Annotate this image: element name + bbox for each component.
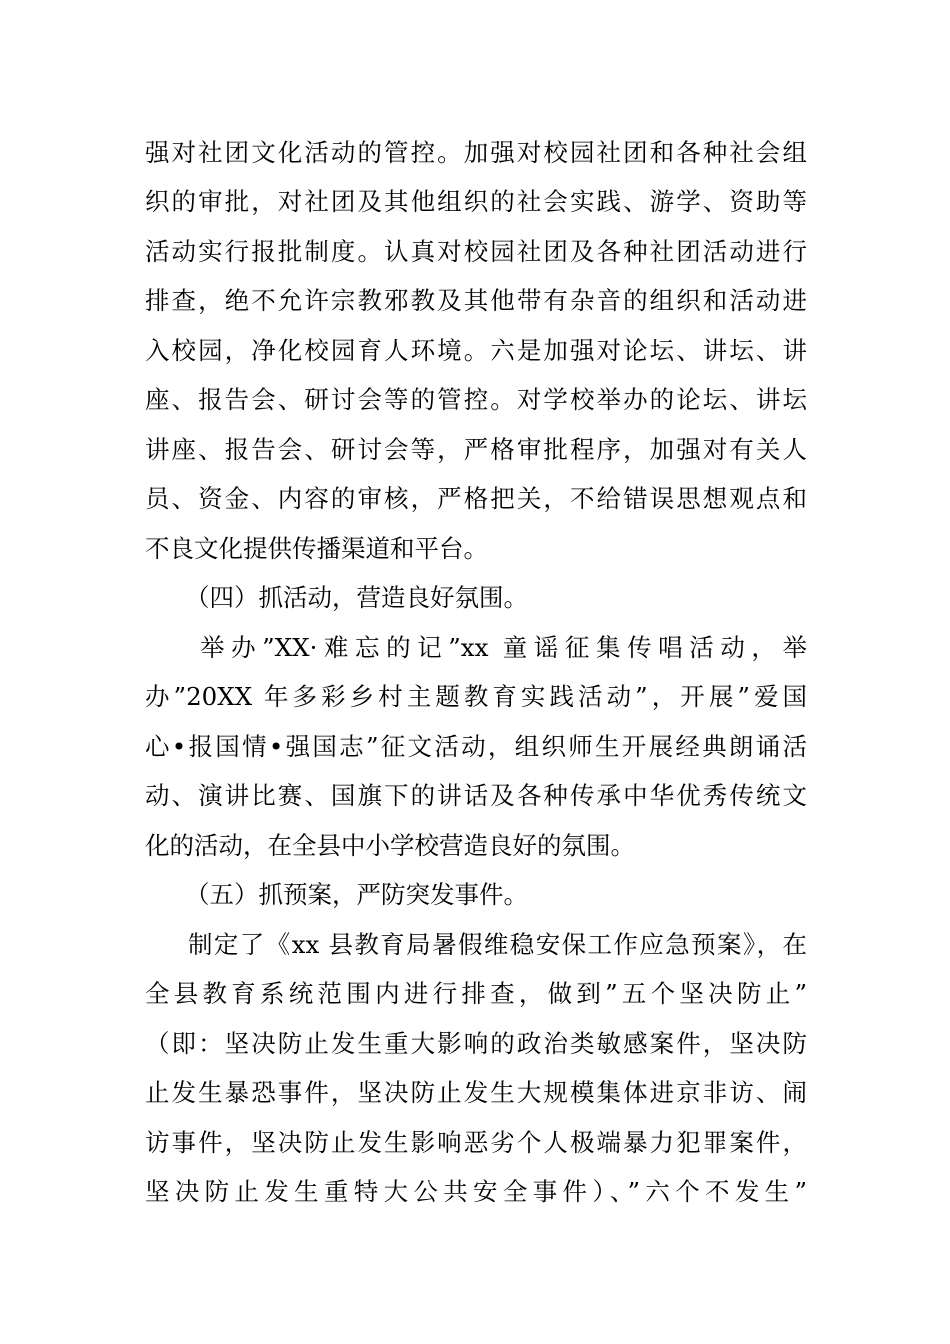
text-line-1: 强对社团文化活动的管控。加强对校园社团和各种社会组 [145,138,807,167]
text-line-7: 讲座、报告会、研讨会等，严格审批程序，加强对有关人 [145,435,807,464]
text-line-4: 排查，绝不允许宗教邪教及其他带有杂音的组织和活动进 [145,286,807,315]
text-line-13: 心•报国情•强国志”征文活动，组织师生开展经典朗诵活 [145,732,807,761]
section-heading-5: （五）抓预案，严防突发事件。 [185,880,528,909]
text-line-12: 办”20XX 年多彩乡村主题教育实践活动”，开展”爱国 [145,682,807,711]
text-line-9: 不良文化提供传播渠道和平台。 [145,534,488,563]
text-line-19: （即：坚决防止发生重大影响的政治类敏感案件，坚决防 [145,1029,807,1058]
text-line-2: 织的审批，对社团及其他组织的社会实践、游学、资助等 [145,187,807,216]
text-line-14: 动、演讲比赛、国旗下的讲话及各种传承中华优秀传统文 [145,781,807,810]
text-line-17: 制定了《xx 县教育局暑假维稳安保工作应急预案》，在 [188,930,807,959]
text-line-11: 举办”XX·难忘的记”xx 童谣征集传唱活动，举 [200,633,807,662]
text-line-18: 全县教育系统范围内进行排查，做到”五个坚决防止” [145,979,807,1008]
text-line-22: 坚决防止发生重特大公共安全事件）、”六个不发生” [145,1177,807,1206]
text-line-6: 座、报告会、研讨会等的管控。对学校举办的论坛、讲坛 [145,385,807,414]
text-line-21: 访事件，坚决防止发生影响恶劣个人极端暴力犯罪案件， [145,1128,807,1157]
text-line-8: 员、资金、内容的审核，严格把关，不给错误思想观点和 [145,484,807,513]
text-line-15: 化的活动，在全县中小学校营造良好的氛围。 [145,831,635,860]
text-line-3: 活动实行报批制度。认真对校园社团及各种社团活动进行 [145,237,807,266]
section-heading-4: （四）抓活动，营造良好氛围。 [185,583,528,612]
text-line-20: 止发生暴恐事件，坚决防止发生大规模集体进京非访、闹 [145,1078,807,1107]
text-line-5: 入校园，净化校园育人环境。六是加强对论坛、讲坛、讲 [145,336,807,365]
